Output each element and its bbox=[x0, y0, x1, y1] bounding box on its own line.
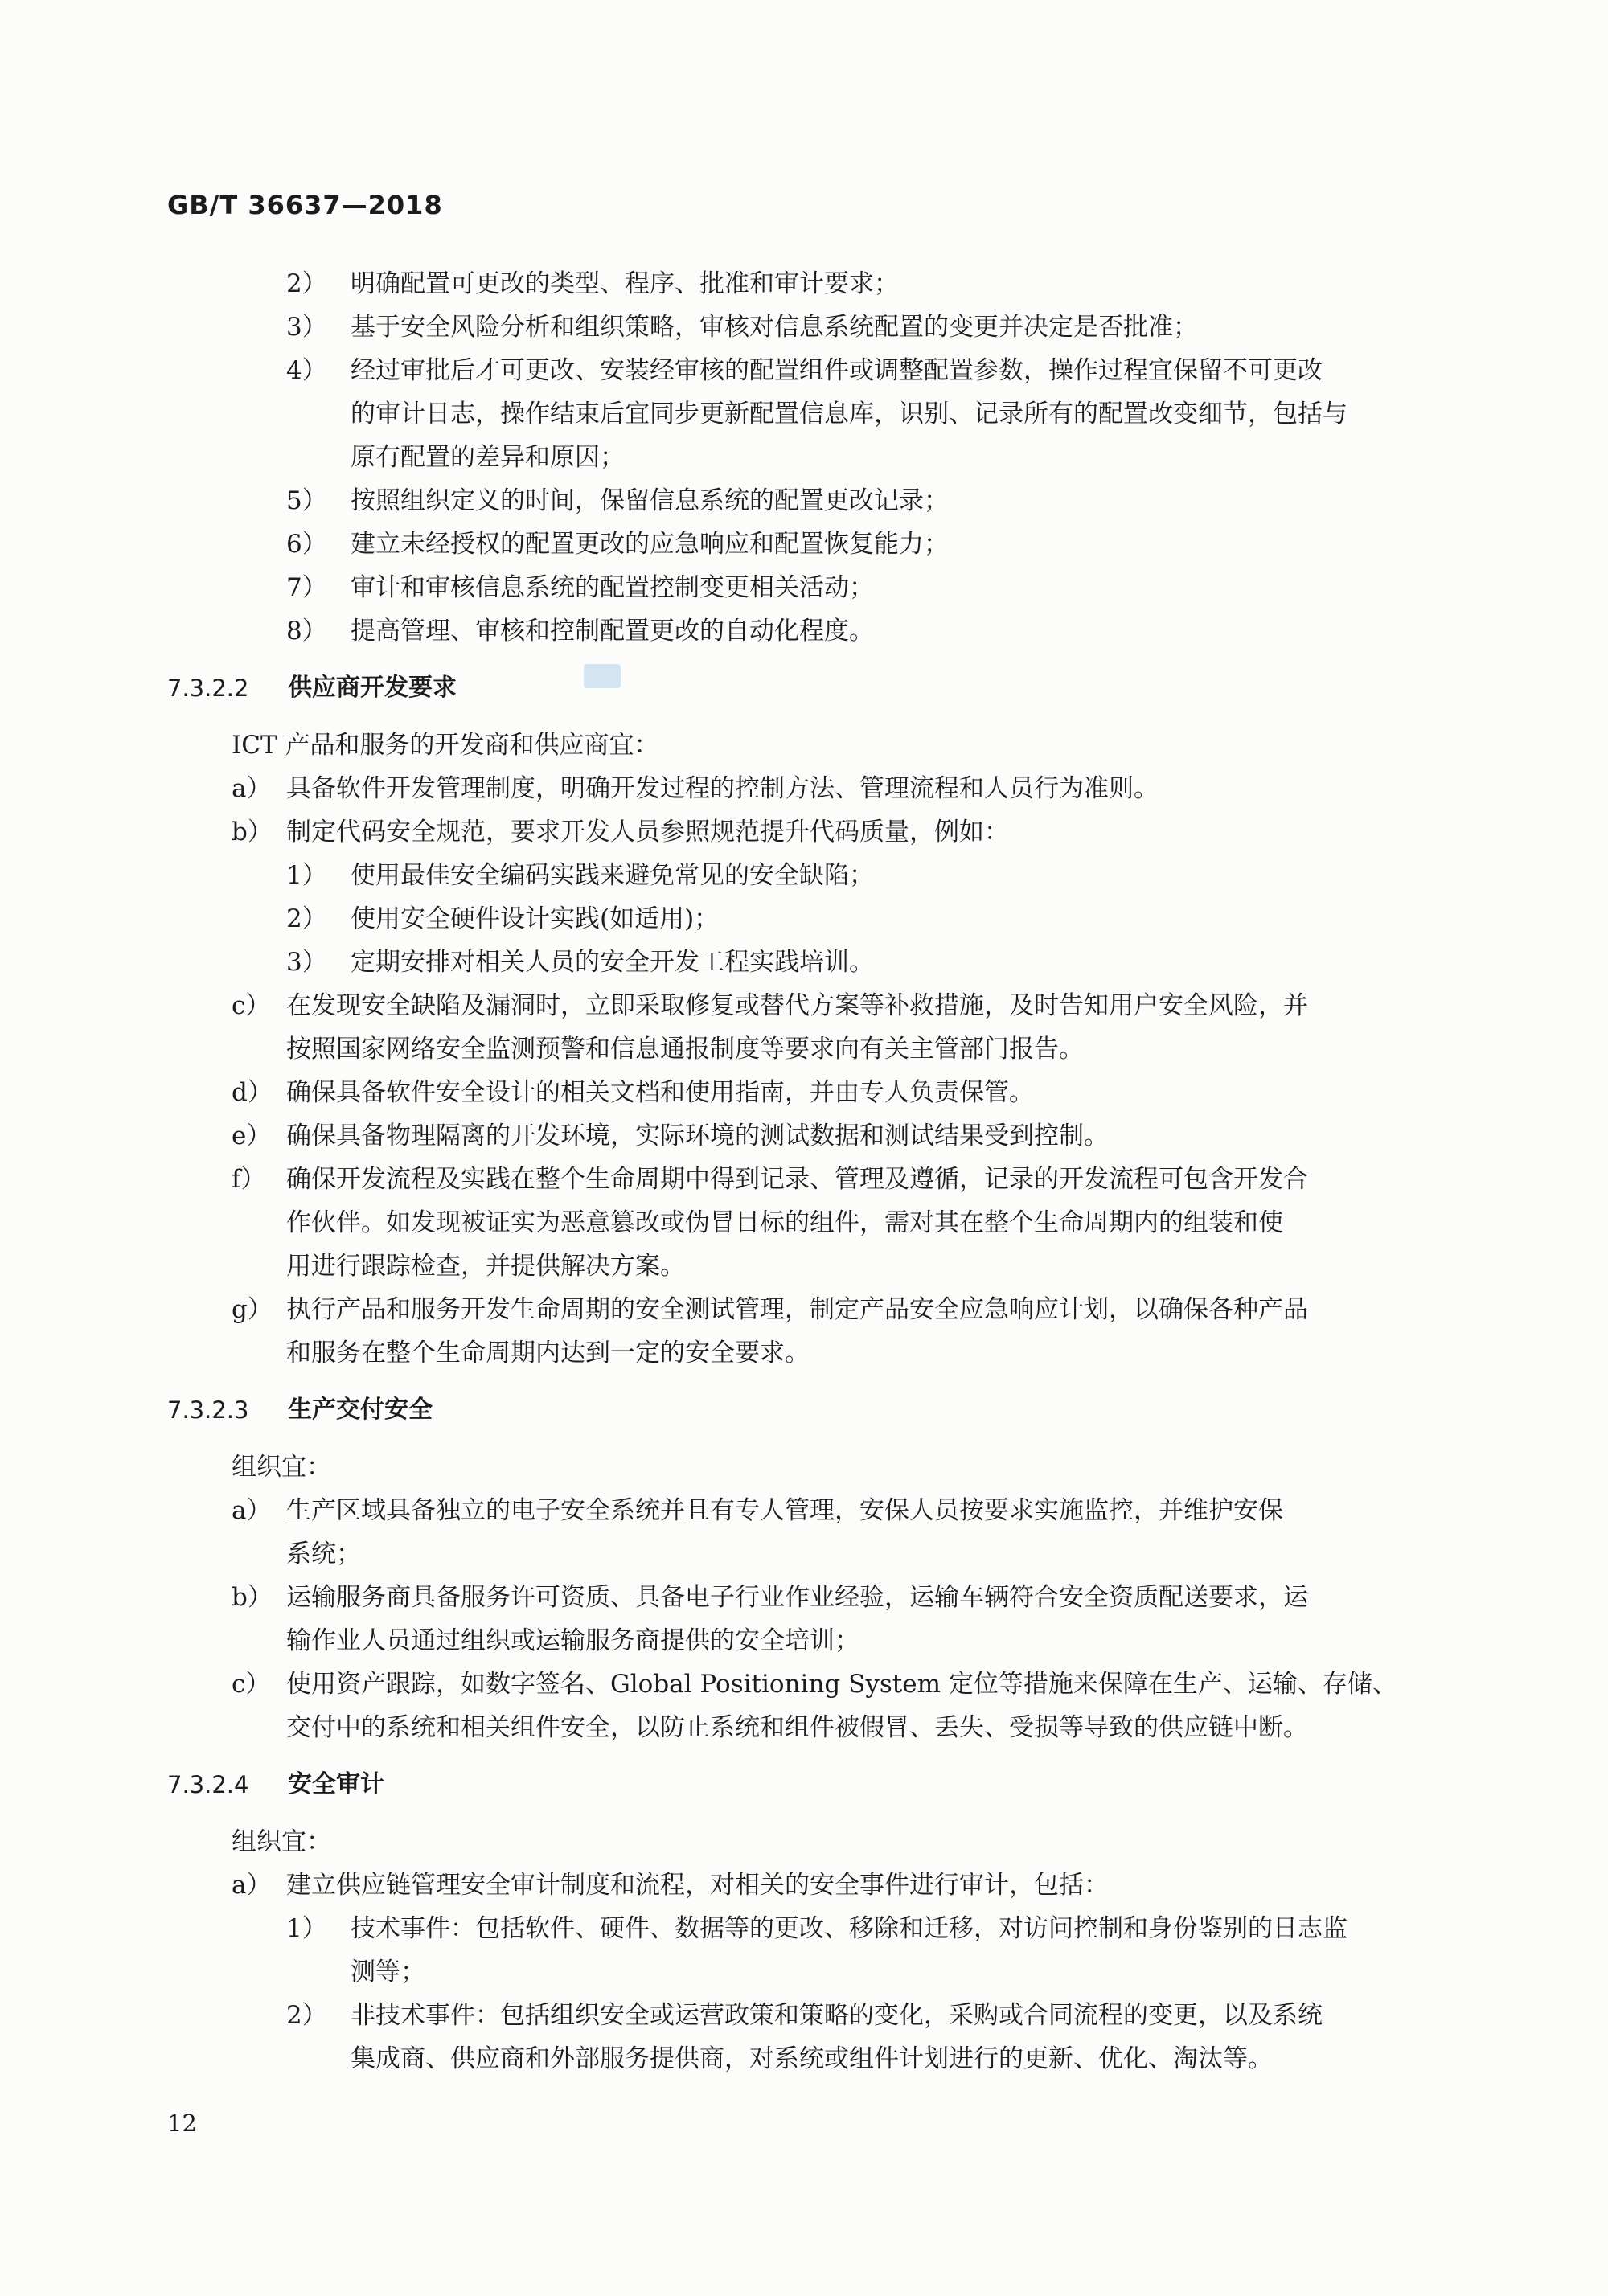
list-item bbox=[167, 1158, 1438, 1201]
list-item bbox=[167, 984, 1438, 1027]
list-item-text: 交付中的系统和相关组件安全，以防止系统和组件被假冒、丢失、受损等导致的供应链中断。 bbox=[286, 1713, 1308, 1742]
list-item bbox=[167, 349, 1438, 392]
list-item bbox=[167, 1201, 1438, 1244]
list-item bbox=[167, 1863, 1438, 1907]
list-item-number: a） bbox=[232, 774, 272, 803]
list-item-text: 确保具备软件安全设计的相关文档和使用指南，并由专人负责保管。 bbox=[286, 1078, 1034, 1107]
list-item bbox=[167, 566, 1438, 609]
list-item bbox=[167, 767, 1438, 810]
clause-heading-7322 bbox=[167, 653, 1438, 724]
clause-heading-7323 bbox=[167, 1375, 1438, 1445]
production-delivery-list bbox=[167, 1489, 1438, 1749]
list-item bbox=[167, 436, 1438, 479]
list-item-text: 和服务在整个生命周期内达到一定的安全要求。 bbox=[286, 1339, 810, 1367]
clause-number: 7.3.2.2 bbox=[167, 674, 249, 702]
list-item-number: 2） bbox=[286, 269, 327, 298]
list-item-text: 系统； bbox=[286, 1540, 361, 1568]
supplier-dev-list bbox=[167, 767, 1438, 1375]
list-item-number: 2） bbox=[286, 904, 327, 933]
list-item-number: d） bbox=[232, 1078, 273, 1107]
list-item bbox=[167, 1027, 1438, 1071]
list-item-number: 1） bbox=[286, 861, 327, 890]
list-item bbox=[167, 1071, 1438, 1114]
list-item-number: f） bbox=[232, 1165, 266, 1194]
clause-title: 生产交付安全 bbox=[288, 1396, 433, 1424]
list-item-text: 测等； bbox=[351, 1958, 425, 1986]
list-item-number: 3） bbox=[286, 948, 327, 977]
list-item-text: 作伙伴。如发现被证实为恶意篡改或伪冒目标的组件，需对其在整个生命周期内的组装和使 bbox=[286, 1208, 1283, 1237]
list-item-text: 提高管理、审核和控制配置更改的自动化程度。 bbox=[351, 617, 874, 646]
list-item-text: 非技术事件：包括组织安全或运营政策和策略的变化，采购或合同流程的变更，以及系统 bbox=[351, 2001, 1323, 2030]
list-item-text: 原有配置的差异和原因； bbox=[351, 443, 625, 472]
clause-intro bbox=[167, 1820, 1438, 1863]
list-item bbox=[167, 1532, 1438, 1576]
list-item bbox=[167, 1950, 1438, 1994]
scan-stamp-mark bbox=[584, 664, 621, 688]
list-item-number: b） bbox=[232, 818, 273, 847]
list-item-text: 集成商、供应商和外部服务提供商，对系统或组件计划进行的更新、优化、淘汰等。 bbox=[351, 2044, 1273, 2073]
clause-number: 7.3.2.3 bbox=[167, 1396, 249, 1424]
list-item-number: g） bbox=[232, 1295, 273, 1324]
list-item-text: 基于安全风险分析和组织策略，审核对信息系统配置的变更并决定是否批准； bbox=[351, 313, 1198, 342]
list-item-text: 建立未经授权的配置更改的应急响应和配置恢复能力； bbox=[351, 530, 949, 559]
list-item-number: 8） bbox=[286, 617, 327, 646]
list-item bbox=[167, 1489, 1438, 1532]
list-item bbox=[167, 305, 1438, 349]
list-item-text: 明确配置可更改的类型、程序、批准和审计要求； bbox=[351, 269, 899, 298]
list-item-text: 经过审批后才可更改、安装经审核的配置组件或调整配置参数，操作过程宜保留不可更改 bbox=[351, 356, 1323, 385]
list-item-text: 生产区域具备独立的电子安全系统并且有专人管理，安保人员按要求实施监控，并维护安保 bbox=[286, 1496, 1283, 1525]
list-item bbox=[167, 1244, 1438, 1288]
list-item-text: 在发现安全缺陷及漏洞时，立即采取修复或替代方案等补救措施，及时告知用户安全风险，并 bbox=[286, 991, 1308, 1020]
list-item bbox=[167, 2037, 1438, 2081]
config-change-list bbox=[167, 262, 1438, 653]
list-item-number: a） bbox=[232, 1871, 272, 1900]
page-content bbox=[167, 262, 1438, 2081]
list-item bbox=[167, 1907, 1438, 1950]
list-item-text: 用进行跟踪检查，并提供解决方案。 bbox=[286, 1252, 685, 1281]
list-item bbox=[167, 523, 1438, 566]
list-item-text: 使用最佳安全编码实践来避免常见的安全缺陷； bbox=[351, 861, 874, 890]
list-item-text: 确保开发流程及实践在整个生命周期中得到记录、管理及遵循，记录的开发流程可包含开发合 bbox=[286, 1165, 1308, 1194]
list-item bbox=[167, 1663, 1438, 1706]
clause-intro bbox=[167, 724, 1438, 767]
standard-header: GB/T 36637—2018 bbox=[167, 190, 443, 220]
page-number: 12 bbox=[167, 2109, 197, 2137]
list-item-number: 7） bbox=[286, 573, 327, 602]
list-item bbox=[167, 1576, 1438, 1619]
list-item-number: 5） bbox=[286, 486, 327, 515]
list-item bbox=[167, 1994, 1438, 2037]
list-item bbox=[167, 897, 1438, 941]
list-item-text: 使用资产跟踪，如数字签名、Global Positioning System 定位等措施来保障在生产、运输、存储、 bbox=[286, 1670, 1397, 1699]
clause-heading-7324 bbox=[167, 1749, 1438, 1820]
list-item bbox=[167, 609, 1438, 653]
list-item bbox=[167, 479, 1438, 523]
list-item bbox=[167, 854, 1438, 897]
list-item bbox=[167, 1706, 1438, 1749]
list-item bbox=[167, 1619, 1438, 1663]
list-item bbox=[167, 262, 1438, 305]
list-item-number: c） bbox=[232, 991, 271, 1020]
list-item bbox=[167, 392, 1438, 436]
list-item-text: 确保具备物理隔离的开发环境，实际环境的测试数据和测试结果受到控制。 bbox=[286, 1121, 1109, 1150]
list-item-number: 6） bbox=[286, 530, 327, 559]
list-item-number: c） bbox=[232, 1670, 271, 1699]
list-item-number: e） bbox=[232, 1121, 272, 1150]
list-item-text: 执行产品和服务开发生命周期的安全测试管理，制定产品安全应急响应计划，以确保各种产品 bbox=[286, 1295, 1308, 1324]
list-item-text: 具备软件开发管理制度，明确开发过程的控制方法、管理流程和人员行为准则。 bbox=[286, 774, 1159, 803]
list-item-text: 按照组织定义的时间，保留信息系统的配置更改记录； bbox=[351, 486, 949, 515]
list-item-text: 制定代码安全规范，要求开发人员参照规范提升代码质量，例如： bbox=[286, 818, 1009, 847]
list-item-text: 运输服务商具备服务许可资质、具备电子行业作业经验，运输车辆符合安全资质配送要求，运 bbox=[286, 1583, 1308, 1612]
list-item-text: 审计和审核信息系统的配置控制变更相关活动； bbox=[351, 573, 874, 602]
list-item bbox=[167, 941, 1438, 984]
list-item-text: 技术事件：包括软件、硬件、数据等的更改、移除和迁移，对访问控制和身份鉴别的日志监 bbox=[351, 1914, 1348, 1943]
intro-text: 组织宜： bbox=[232, 1827, 331, 1856]
list-item-number: 1） bbox=[286, 1914, 327, 1943]
clause-title: 供应商开发要求 bbox=[288, 674, 457, 702]
list-item-text: 按照国家网络安全监测预警和信息通报制度等要求向有关主管部门报告。 bbox=[286, 1035, 1084, 1064]
list-item bbox=[167, 1114, 1438, 1158]
list-item bbox=[167, 1331, 1438, 1375]
list-item bbox=[167, 1288, 1438, 1331]
intro-text: 组织宜： bbox=[232, 1453, 331, 1482]
clause-number: 7.3.2.4 bbox=[167, 1771, 249, 1798]
intro-text: ICT 产品和服务的开发商和供应商宜： bbox=[232, 731, 659, 760]
list-item-text: 输作业人员通过组织或运输服务商提供的安全培训； bbox=[286, 1626, 859, 1655]
clause-title: 安全审计 bbox=[288, 1770, 384, 1798]
list-item-text: 建立供应链管理安全审计制度和流程，对相关的安全事件进行审计，包括： bbox=[286, 1871, 1109, 1900]
list-item-text: 的审计日志，操作结束后宜同步更新配置信息库，识别、记录所有的配置改变细节，包括与 bbox=[351, 400, 1348, 428]
list-item-number: 2） bbox=[286, 2001, 327, 2030]
list-item-number: 3） bbox=[286, 313, 327, 342]
list-item-text: 定期安排对相关人员的安全开发工程实践培训。 bbox=[351, 948, 874, 977]
list-item bbox=[167, 810, 1438, 854]
list-item-text: 使用安全硬件设计实践(如适用)； bbox=[351, 904, 720, 933]
list-item-number: b） bbox=[232, 1583, 273, 1612]
list-item-number: 4） bbox=[286, 356, 327, 385]
security-audit-list bbox=[167, 1863, 1438, 2081]
clause-intro bbox=[167, 1445, 1438, 1489]
list-item-number: a） bbox=[232, 1496, 272, 1525]
